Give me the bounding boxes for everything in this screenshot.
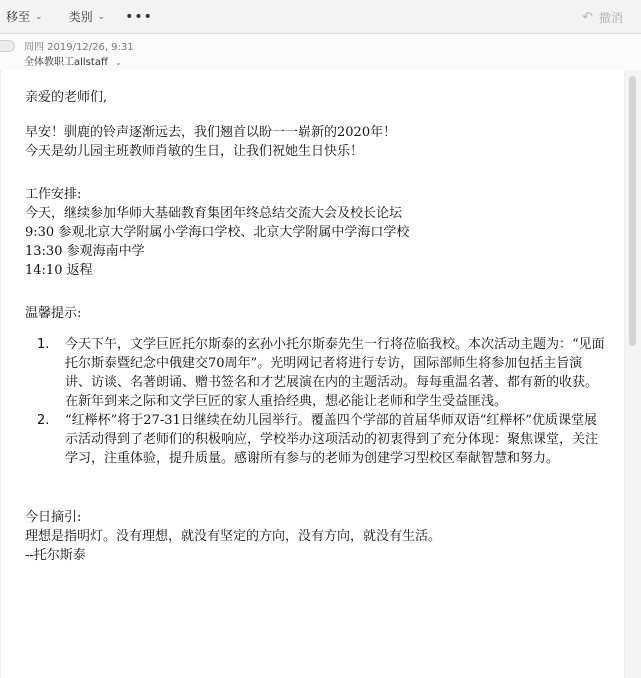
- message-header: [0, 34, 641, 70]
- recipient-field[interactable]: [24, 53, 122, 68]
- quote-text: 理想是指明灯。没有理想，就没有坚定的方向，没有方向，就没有生活。: [25, 529, 442, 544]
- chevron-down-icon: ⌄: [35, 11, 43, 22]
- tips-title: 温馨提示:: [25, 306, 82, 321]
- undo-label: 撤消: [598, 10, 623, 25]
- undo-button[interactable]: [582, 0, 623, 34]
- move-to-button[interactable]: [0, 0, 49, 34]
- message-body: [0, 70, 625, 678]
- more-options-button[interactable]: [119, 0, 159, 34]
- recipient-name: 全体教职工allstaff: [24, 57, 108, 68]
- toolbar: [0, 0, 641, 34]
- undo-icon: ↶: [582, 9, 593, 25]
- schedule-line: 14:10 返程: [25, 263, 93, 278]
- list-item: [25, 411, 605, 468]
- list-item-text: “红榉杯”将于27-31日继续在幼儿园举行。覆盖四个学部的首届华师双语“红榉杯”优质课堂展示活动得到了老师们的积极响应，学校举办这项活动的初衷得到了充分体现：聚焦课堂，关注学习，注重体验，提升质量。感谢所有参与的老师为创建学习型校区奉献智慧和努力。: [65, 413, 599, 466]
- list-number: 2.: [37, 413, 50, 428]
- chevron-down-icon: ⌄: [97, 11, 106, 22]
- schedule-line: 今天，继续参加华师大基础教育集团年终总结交流大会及校长论坛: [25, 206, 403, 221]
- intro-line: 早安！驯鹿的铃声逐渐远去，我们翘首以盼一一崭新的2020年！: [25, 125, 397, 140]
- category-label: 类别: [68, 10, 93, 24]
- schedule-line: 9:30 参观北京大学附属小学海口学校、北京大学附属中学海口学校: [25, 225, 410, 240]
- message-date: 周四 2019/12/26, 9:31: [24, 42, 134, 53]
- more-icon: •••: [125, 8, 153, 25]
- scrollbar[interactable]: [625, 70, 641, 678]
- quote-author: --托尔斯泰: [25, 548, 86, 563]
- greeting: 亲爱的老师们,: [25, 90, 108, 105]
- schedule-line: 13:30 参观海南中学: [25, 244, 145, 259]
- move-to-label: 移至: [6, 10, 31, 24]
- email-content: [25, 88, 615, 565]
- intro-line: 今天是幼儿园主班教师肖敏的生日，让我们祝她生日快乐！: [25, 144, 364, 159]
- category-button[interactable]: [63, 0, 112, 34]
- list-item: [25, 335, 605, 411]
- avatar: [0, 40, 15, 52]
- quote-title: 今日摘引:: [25, 510, 82, 525]
- tips-list: [25, 335, 615, 468]
- chevron-down-icon: ⌄: [115, 58, 122, 67]
- schedule-title: 工作安排:: [25, 187, 82, 202]
- list-item-text: 今天下午，文学巨匠托尔斯泰的玄孙小托尔斯泰先生一行将莅临我校。本次活动主题为：“见面托尔斯泰暨纪念中俄建交70周年”。光明网记者将进行专访，国际部师生将参加包括主旨演讲、访谈、名著朗诵、赠书签名和才艺展演在内的主题活动。每每重温名著、都有新的收获。在新年到来之际和文学巨匠的家人重拾经典，想必能让老师和学生受益匪浅。: [65, 337, 605, 409]
- scrollbar-thumb[interactable]: [629, 76, 636, 346]
- list-number: 1.: [37, 337, 50, 352]
